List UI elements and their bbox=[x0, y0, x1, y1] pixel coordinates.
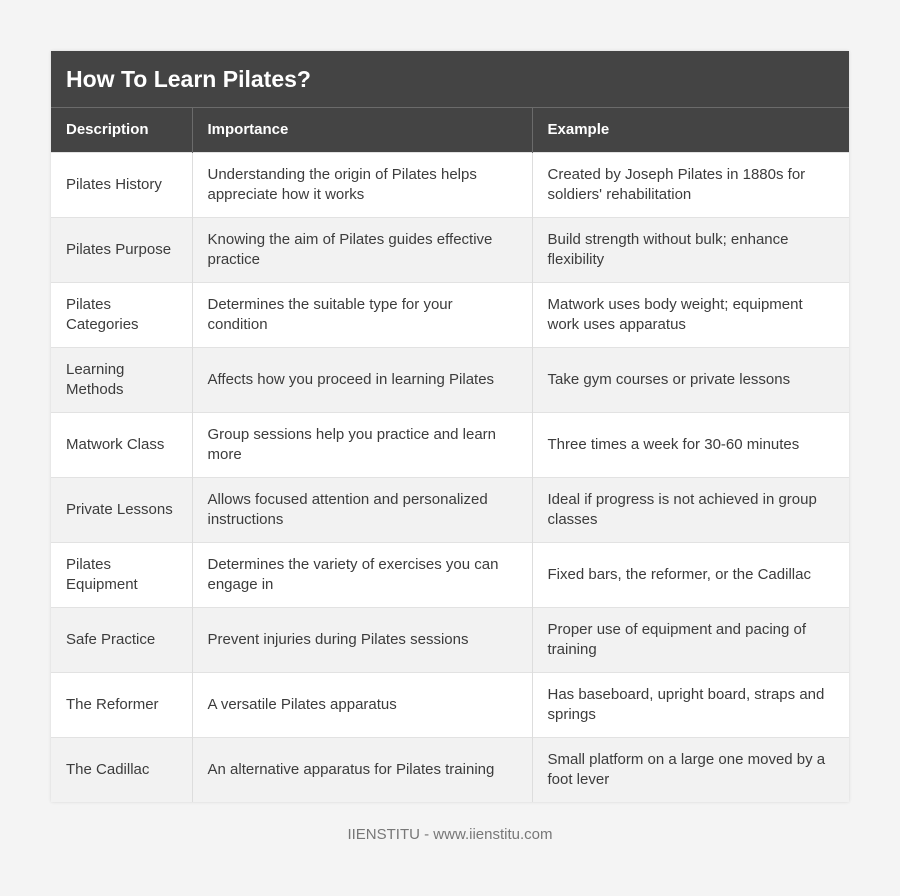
cell-description: The Reformer bbox=[51, 672, 192, 737]
cell-importance: Prevent injuries during Pilates sessions bbox=[192, 607, 532, 672]
cell-description: Learning Methods bbox=[51, 347, 192, 412]
table-row bbox=[51, 607, 849, 672]
cell-example: Fixed bars, the reformer, or the Cadillac bbox=[532, 542, 849, 607]
cell-description: Private Lessons bbox=[51, 477, 192, 542]
cell-importance: Understanding the origin of Pilates helps appreciate how it works bbox=[192, 152, 532, 217]
column-header-description: Description bbox=[51, 108, 192, 152]
cell-description: Matwork Class bbox=[51, 412, 192, 477]
cell-description: Pilates Categories bbox=[51, 282, 192, 347]
header-row bbox=[51, 108, 849, 152]
cell-importance: Determines the variety of exercises you can engage in bbox=[192, 542, 532, 607]
cell-example: Small platform on a large one moved by a foot lever bbox=[532, 737, 849, 802]
table-title: How To Learn Pilates? bbox=[51, 51, 849, 108]
cell-description: Safe Practice bbox=[51, 607, 192, 672]
cell-importance: Affects how you proceed in learning Pilates bbox=[192, 347, 532, 412]
table-row bbox=[51, 737, 849, 802]
table-row bbox=[51, 347, 849, 412]
pilates-table bbox=[51, 108, 849, 802]
cell-importance: Determines the suitable type for your condition bbox=[192, 282, 532, 347]
table-row bbox=[51, 412, 849, 477]
column-header-importance: Importance bbox=[192, 108, 532, 152]
cell-importance: Group sessions help you practice and learn more bbox=[192, 412, 532, 477]
footer-credit: IIENSTITU - www.iienstitu.com bbox=[347, 826, 553, 843]
cell-example: Proper use of equipment and pacing of training bbox=[532, 607, 849, 672]
cell-importance: Knowing the aim of Pilates guides effective practice bbox=[192, 217, 532, 282]
cell-description: The Cadillac bbox=[51, 737, 192, 802]
table-row bbox=[51, 282, 849, 347]
table-row bbox=[51, 217, 849, 282]
table-card bbox=[51, 51, 849, 802]
cell-example: Created by Joseph Pilates in 1880s for soldiers' rehabilitation bbox=[532, 152, 849, 217]
table-row bbox=[51, 672, 849, 737]
table-header bbox=[51, 108, 849, 152]
cell-example: Take gym courses or private lessons bbox=[532, 347, 849, 412]
cell-importance: A versatile Pilates apparatus bbox=[192, 672, 532, 737]
cell-example: Three times a week for 30-60 minutes bbox=[532, 412, 849, 477]
table-body bbox=[51, 152, 849, 802]
cell-description: Pilates Purpose bbox=[51, 217, 192, 282]
cell-example: Matwork uses body weight; equipment work uses apparatus bbox=[532, 282, 849, 347]
column-header-example: Example bbox=[532, 108, 849, 152]
table-row bbox=[51, 152, 849, 217]
cell-importance: An alternative apparatus for Pilates training bbox=[192, 737, 532, 802]
table-row bbox=[51, 542, 849, 607]
cell-example: Build strength without bulk; enhance flexibility bbox=[532, 217, 849, 282]
cell-description: Pilates History bbox=[51, 152, 192, 217]
table-row bbox=[51, 477, 849, 542]
cell-description: Pilates Equipment bbox=[51, 542, 192, 607]
cell-example: Ideal if progress is not achieved in group classes bbox=[532, 477, 849, 542]
cell-example: Has baseboard, upright board, straps and springs bbox=[532, 672, 849, 737]
cell-importance: Allows focused attention and personalized instructions bbox=[192, 477, 532, 542]
